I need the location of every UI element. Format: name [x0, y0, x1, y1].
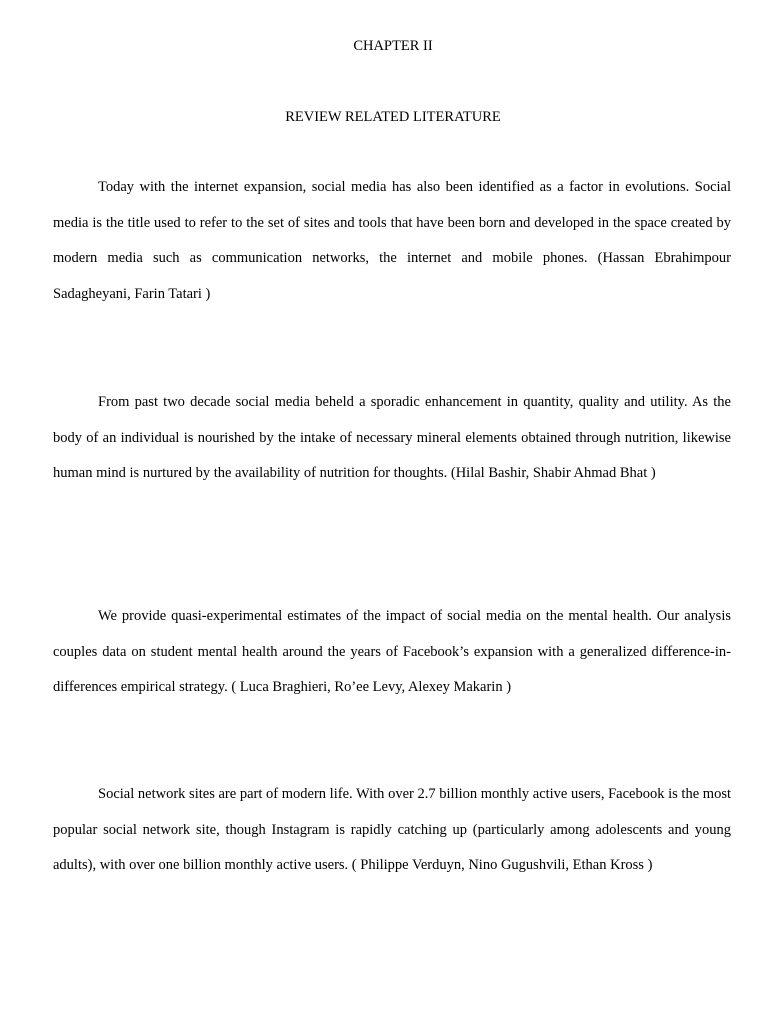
paragraph-2: From past two decade social media beheld a sporadic enhancement in quantity, quality and utility. As the body of an individual is nourished by the intake of necessary mineral elements obtained through nutrition, likewise human mind is nurtured by the availability of nutrition for thoughts. (Hilal Bashir, Shabir Ahmad Bhat )	[53, 394, 731, 481]
paragraph-3: We provide quasi-experimental estimates of the impact of social media on the mental health. Our analysis couples data on student mental health around the years of Facebook’s expansion with a generalized difference-in-differences empirical strategy. ( Luca Braghieri, Ro’ee Levy, Alexey Makarin )	[53, 608, 731, 695]
section-title: REVIEW RELATED LITERATURE	[285, 109, 501, 125]
paragraph-1: Today with the internet expansion, social media has also been identified as a factor in evolutions. Social media is the title used to refer to the set of sites and tools that have been born and developed in the space created by modern media such as communication networks, the internet and mobile phones. (Hassan Ebrahimpour Sadagheyani, Farin Tatari )	[53, 179, 731, 302]
paragraph-4: Social network sites are part of modern life. With over 2.7 billion monthly active users, Facebook is the most popular social network site, though Instagram is rapidly catching up (particularly among adolescents and young adults), with over one billion monthly active users. ( Philippe Verduyn, Nino Gugushvili, Ethan Kross )	[53, 786, 731, 873]
chapter-heading: CHAPTER II	[353, 38, 433, 54]
